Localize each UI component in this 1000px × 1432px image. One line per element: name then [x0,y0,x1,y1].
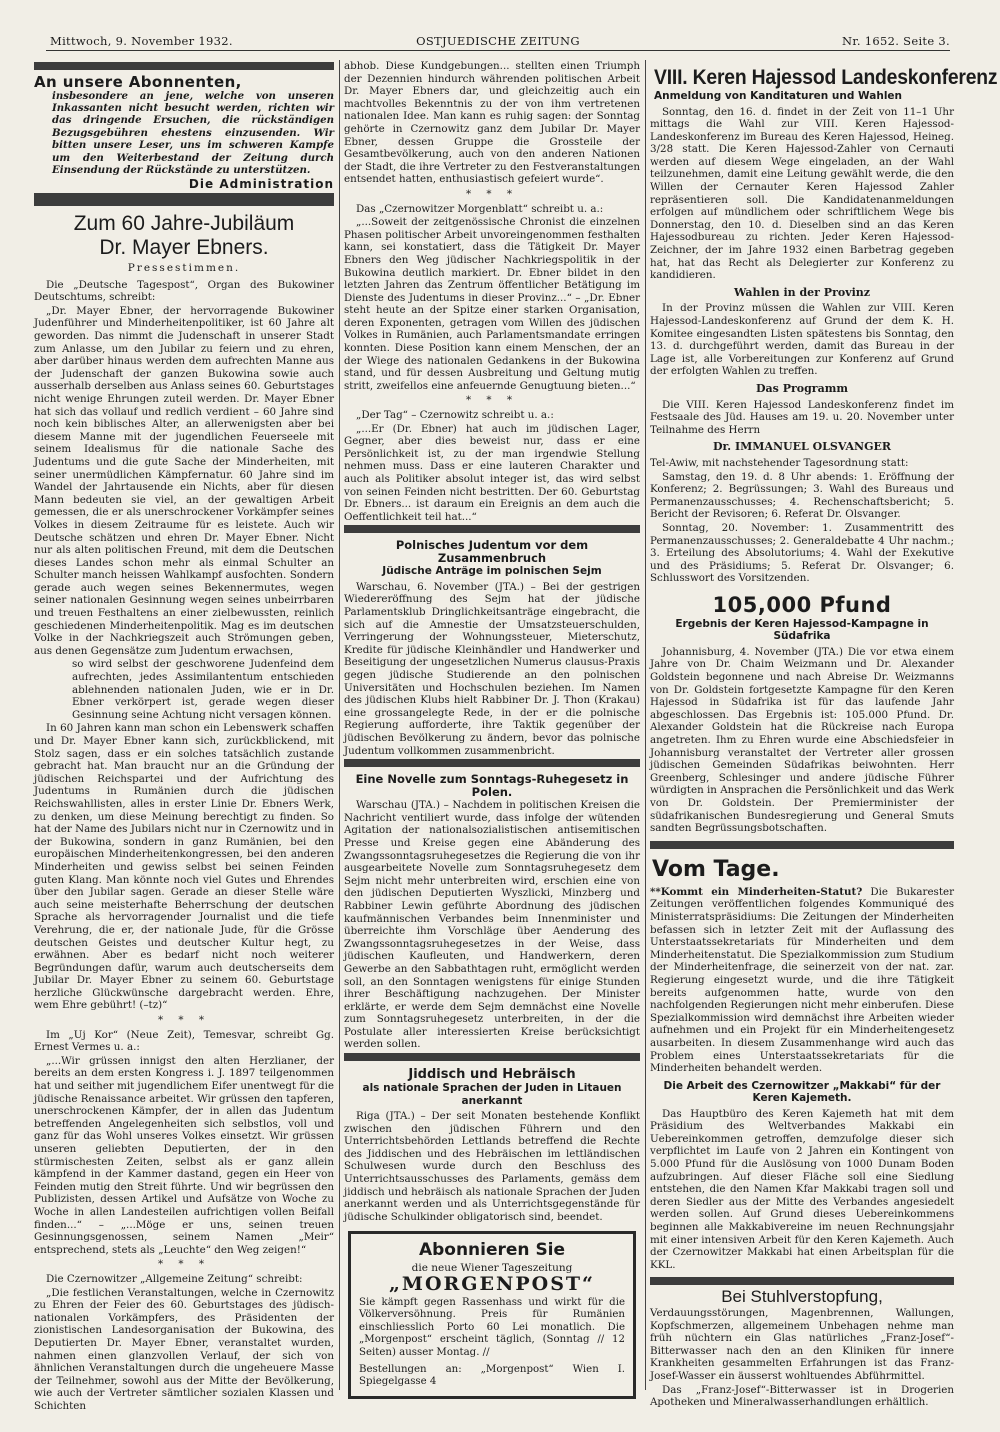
article-title-line-1: Zum 60 Jahre-Jubiläum [73,212,295,236]
news-item-heading: Die Arbeit des Czernowitzer „Makkabi“ für der Keren Kajemeth. [663,1079,941,1105]
article-heading-yiddish-hebrew: Jiddisch und Hebräisch [408,1067,576,1083]
section-separator: * * * [466,187,518,200]
paragraph: Die Czernowitzer „Allgemeine Zeitung“ schreibt: [46,1272,303,1285]
paragraph: Das Hauptbüro des Keren Kajemeth hat mit dem Präsidium des Weltverbandes Makkabi ein Uebereinkommen getroffen, demzufolge dieser sich verpflichtet im Laufe von 2 Jahren ein Kontingent von 5.000 Pfund für die Auslösung von 1000 Dunam Boden aufzubringen. Auf dieser Fläche soll eine Siedlung entstehen, die den Namen Kfar Makkabi tragen soll und deren Siedler aus der Mitte des Verbandes angesiedelt werden sollen. Auf Grund dieses Uebereinkommens beginnen alle Makkabivereine im neuen Rechnungsjahr mit einer intensiven Arbeit für den Keren Kajemeth. Auch der Czernowitzer Makkabi hat einen Arbeitsplan für die KKL. [650,1107,954,1271]
section-heading: Wahlen in der Provinz [733,285,871,299]
paragraph: Samstag, den 19. d. 8 Uhr abends: 1. Eröffnung der Konferenz; 2. Begrüssungen; 3. Wahl des Bureaus und Permanenzausschusses; 4. Rechenschaftsbericht; 5. Bericht der Revisoren; 6. Referat Dr. Olsvanger. [650,470,954,521]
article-heading-105000-pfund: 105,000 Pfund [712,592,892,617]
column-divider [645,60,646,1390]
paragraph: „...Wir grüssen innigst den alten Herzlianer, der bereits an dem ersten Kongress i. J. 1897 teilgenommen hat und seither mit jugendlichem Eifer unentwegt für die jüdische Renaissance arbeitet. Wir grüssen den tapferen, unerschrockenen Kämpfer, der in allen das Judentum betreffenden Angelegenheiten sich selbstlos, voll und ganz für das Wohl unseres Volkes einsetzt. Wir grüssen unseren geliebten Deputierten, der in den stürmischesten Zeiten, selbst als er ganz allein kämpfend in der Kammer dastand, gegen ein Heer von Feinden mutig den Streit führte. Und wir begrüssen den Publizisten, dessen Artikel und Aufsätze von Woche zu Woche in allen Landesteilen aufrichtigen vollen Beifall finden...“ – „...Möge er uns, seinen treuen Gesinnungsgenossen, seinem Namen „Meir“ entsprechend, stets als „Leuchte“ den Weg zeigen!“ [34,1054,334,1256]
ad-order-address: Bestellungen an: „Morgenpost“ Wien I. Spiegelgasse 4 [359,1363,625,1388]
ad-newspaper-name: „MORGENPOST“ [388,1273,595,1295]
ad-title: Abonnieren Sie [418,1240,566,1261]
header-date: Mittwoch, 9. November 1932. [50,34,233,48]
paragraph: Riga (JTA.) – Der seit Monaten bestehende Konflikt zwischen den jüdischen Führern und den Unterrichtsbehörden Lettlands betreffend die Rechte des Jiddischen und des Hebräischen im lettländischen Schulwesen wurde durch den Beschluss des Unterrichtsausschusses des Parlaments, gemäss dem jiddisch und hebräisch als nationale Sprachen der Juden anerkannt werden und als Unterrichtsgegenstände für jüdische Schulkinder obligatorisch sind, beendet. [344,1110,640,1223]
paragraph: Im „Uj Kor“ (Neue Zeit), Temesvar, schreibt Gg. Ernest Vermes u. a.: [34,1028,334,1054]
article-subheading: Anmeldung von Kanditaturen und Wahlen [654,90,903,102]
paragraph: „Der Tag“ – Czernowitz schreibt u. a.: [356,409,554,422]
paragraph: Sonntag, den 16. d. findet in der Zeit von 11–1 Uhr mittags die Wahl zur VIII. Keren Hajessod-Landeskonferenz im Bureau des Keren Hajessod, Heineg. 3/28 statt. Die Keren Hajessod-Zahler von Cernauti werden auf diesem Wege eingeladen, an der Wahl teilzunehmen, damit eine Leitung gewählt werde, die den Willen der Cernauter Keren Hajessod Zahler repräsentieren soll. Die Kandidatenanmeldungen erfolgen auf mündlichem oder schriftlichem Wege bis Donnerstag, den 10. d. Dieselben sind an das Keren Hajessodbureau zu richten. Jeder Keren Hajessod-Zeichner, der im Jahre 1932 einen Barbetrag gegeben hat, hat das Recht als Delegierter zur Konferenz zu kandidieren. [650,105,954,282]
header-title: OSTJUEDISCHE ZEITUNG [416,34,580,48]
ad-subtitle: die neue Wiener Tageszeitung [411,1262,573,1275]
article-subheading: Jüdische Anträge im polnischen Sejm [382,565,602,578]
paragraph: „Dr. Mayer Ebner, der hervorragende Bukowiner Judenführer und Minderheitenpolitiker, ist 60 Jahre alt geworden. Das nimmt die Judenschaft in unserer Stadt zum Anlasse, um den Jubilar zu feiern und zu ehren, aber darüber hinaus werden dem aufrechten Manne aus der Judenschaft der ganzen Bukowina sowie auch ausserhalb derselben aus Anlass seines 60. Geburtstages nicht wenige Ehrungen zuteil werden. Dr. Mayer Ebner hat sich das vollauf und redlich verdient – 60 Jahre sind noch kein biblisches Alter, an allerwenigsten aber bei diesem Manne mit der jugendlichen Feuerseele mit seinem Idealismus für die nationale Sache des Judentums und die gute Sache der Minderheiten, mit seiner unermüdlichen Kämpfernatur. 60 Jahre sind im Wandel der Jahrtausende ein Nichts, aber für diesen Mann bedeuten sie viel, an der gewaltigen Arbeit gemessen, die er als unerschrockener Vorkämpfer seines Volkes in diesem Zeitraume für es leistete. Auch wir Deutsche schätzen und ehren Dr. Mayer Ebner. Nicht nur als alten politischen Freund, mit dem die Deutschen dieses Landes schon mehr als einmal Schulter an Schulter manch heissen Wahlkampf ausfochten. Sondern gerade auch wegen seines Bekennermutes, wegen seiner nationalen Gesinnung wegen seines unbeirrbaren und treuen Festhaltens an einer zielbewussten, reinlich geschiedenen Minderheitenpolitik. Mag es im deutschen Volke in der Nachkriegszeit auch Strömungen geben, aus denen Gegensätze zum Judentum erwachsen, [34,304,334,657]
section-heading-vom-tage: Vom Tage. [652,856,780,882]
advertisement-text: Das „Franz-Josef“-Bitterwasser ist in Drogerien Apotheken und Mineralwasserhandlungen erhältlich. [650,1383,954,1409]
rule-bar [34,193,334,206]
column-1 [34,60,334,1412]
paragraph: Warschau, 6. November (JTA.) – Bei der gestrigen Wiedereröffnung des Sejm hat der jüdische Parlamentsklub Dringlichkeitsanträge eingebracht, die sich auf die Amnestie der Umsatzsteuerschulden, Verringerung der Wohnungssteuer, Mieterschutz, Kredite für jüdische Kleinhändler und Handwerker und Beseitigung der ungesetzlichen Numerus clausus-Praxis gegen jüdische Studierende an den polnischen Universitäten und Hochschulen beziehen. Im Namen des jüdischen Klubs hielt Rabbiner Dr. J. Thon (Krakau) eine grossangelegte Rede, in der er die polnische Regierung aufforderte, ihre Taktik gegenüber der jüdischen Bevölkerung zu ändern, bevor das polnische Judentum vollkommen zusammenbricht. [344,580,640,757]
paragraph: Die „Deutsche Tagespost“, Organ des Bukowiner Deutschtums, schreibt: [34,278,334,304]
speaker-name: Dr. IMMANUEL OLSVANGER [712,440,892,454]
column-2 [344,60,640,1400]
rule-bar [344,1053,640,1061]
advertisement-text: Verdauungsstörungen, Magenbrennen, Wallungen, Kopfschmerzen, allgemeinem Unbehagen nehme man früh nüchtern ein Glas natürliches „Franz-Josef“-Bitterwasser nach den an den Kliniken für innere Krankheiten gesammelten Erfahrungen ist das Franz-Josef-Wasser ein äusserst wohltuendes Abführmittel. [650,1307,954,1382]
section-separator: * * * [158,1258,210,1271]
paragraph: „...Soweit der zeitgenössische Chronist die einzelnen Phasen politischer Arbeit unvoreingenommen festhalten kann, sei konstatiert, dass die Tätigkeit Dr. Mayer Ebners den Weg jüdischer Nachkriegspolitik in der Bukowina deutlich markiert. Dr. Ebner bildet in den letzten Jahren das Zentrum öffentlicher Betätigung im Dienste des Judentums in dieser Provinz...“ – „Dr. Ebner steht heute an der Spitze einer starken Organisation, deren Exponenten, getragen vom Willen des jüdischen Volkes in Rumänien, auch Parlamentsmandate erringen konnten. Diese Position kann einem Menschen, der an der Wiege des nationalen Gedankens in der Bukowina stand, und für dessen Ausbreitung und Geltung mutig stritt, zweifellos eine anfeuernde Genugtuung bieten...“ [344,216,640,392]
news-item-text: Die Bukarester Zeitungen veröffentlichen folgendes Kommuniqué des Ministerratspräsidiums: Die Zeitungen der Minderheiten befassen sich in letzter Zeit mit der Auflassung des Unterstaatssekretariats für Minderheiten und dem Minderheitenstatut. Die Spezialkommission zum Studium der Minderheitenfrage, die seinerzeit von der nat. zar. Regierung eingesetzt wurde, und die ihre Tätigkeit bereits aufgenommen hatte, wurde von den nachfolgenden Regierungen nicht mehr einberufen. Diese Spezialkommission wird demnächst ihre Arbeiten wieder aufnehmen und ein Projekt für ein Minderheitengesetz ausarbeiten. In diesem Zusammenhange wird auch das Problem eines Unterstaatssekretariats für die Minderheiten behandelt werden. [650,885,954,1075]
paragraph: „Die festlichen Veranstaltungen, welche in Czernowitz zu Ehren der Feier des 60. Geburtstages des jüdisch-nationalen Vorkämpfers, des Präsidenten der zionistischen Landesorganisation der Bukowina, des Deputierten Dr. Mayer Ebner, veranstaltet wurden, nahmen einen glanzvollen Verlauf, der sich von ähnlichen Veranstaltungen durch die ungeheuere Masse der Teilnehmer, sowohl aus der Mitte der Bevölkerung, wie auch der Vertreter sämtlicher sozialen Klassen und Schichten [34,1286,334,1412]
article-subheading: als nationale Sprachen der Juden in Litauen anerkannt [362,1082,622,1107]
rule-bar [344,525,640,533]
subscribers-notice: insbesondere an jene, welche von unseren Inkassanten nicht besucht werden, richten wir das dringende Ersuchen, die rückständigen Bezugsgebühren ehestens einzusenden. Wir bitten unsere Leser, uns im schweren Kampfe um den Weiterbestand der Zeitung durch Einsendung der Rückstände zu unterstützen. [52,89,334,177]
section-separator: * * * [158,1014,210,1027]
article-heading-keren-hajessod: VIII. Keren Hajessod Landeskonferenz [654,66,998,89]
paragraph: Die VIII. Keren Hajessod Landeskonferenz findet im Festsaale des Jüd. Hauses am 19. u. 20. November unter Teilnahme des Herrn [650,398,954,436]
header-rule [46,50,950,51]
rule-bar [650,841,954,849]
article-title-line-2: Dr. Mayer Ebners. [99,236,269,260]
section-separator: * * * [466,394,518,407]
article-subheading: Ergebnis der Keren Hajessod-Kampagne in Südafrika [675,617,929,643]
morgenpost-advertisement [348,1231,636,1398]
subscribers-heading: An unsere Abonnenten, [34,73,242,91]
news-item-heading: **Kommt ein Minderheiten-Statut? [650,885,863,898]
press-voices-subheading: Pressestimmen. [127,262,241,275]
rule-bar [34,62,334,70]
ad-text: Sie kämpft gegen Rassenhass und wirkt für die Völkerversöhnung. Preis für Rumänien einschliesslich Porto 60 Lei monatlich. Die „Morgenpost“ erscheint täglich, (Sonntag // 12 Seiten) ausser Montag. // [359,1296,625,1358]
quoted-paragraph: so wird selbst der geschworene Judenfeind dem aufrechten, jedes Assimilantentum entschieden ablehnenden nationalen Juden, wie er in Dr. Ebner verkörpert ist, gerade wegen dieser Gesinnung seine Achtung nicht versagen können. [72,658,334,721]
column-3 [650,60,998,1409]
paragraph: In der Provinz müssen die Wahlen zur VIII. Keren Hajessod-Landeskonferenz auf Grund der dem K. H. Komitee eingesandten Listen spätestens bis Sonntag, den 13. d. durchgeführt werden, damit das Bureau in der Lage ist, alle Vorbereitungen zur Konferenz auf Grund der erfolgten Wahlen zu treffen. [650,302,954,378]
paragraph: Das „Czernowitzer Morgenblatt“ schreibt u. a.: [356,202,604,215]
section-heading: Das Programm [756,381,848,395]
paragraph: Tel-Awiw, mit nachstehender Tagesordnung statt: [650,456,909,469]
paragraph: Sonntag, 20. November: 1. Zusammentritt des Permanenzausschusses; 2. Generaldebatte 4 Uhr nachm.; 3. Erteilung des Absolutoriums; 4. Wahl der Exekutive und des Präsidiums; 5. Referat Dr. Olsvanger; 6. Schlusswort des Vorsitzenden. [650,521,954,585]
page-header [46,30,950,52]
paragraph: In 60 Jahren kann man schon ein Lebenswerk schaffen und Dr. Mayer Ebner kann sich, zurückblickend, mit Stolz sagen, dass er ein solches tatsächlich zustande gebracht hat. Man braucht nur an die Gründung der jüdischen Reichspartei und der Aufrichtung des Judentums in Rumänien durch die jüdischen Reichswahllisten, alles in erster Linie Dr. Ebners Werk, zu denken, um diese Meinung berechtigt zu finden. So hat der Name des Jubilars nicht nur in Czernowitz und in der Bukowina, sondern in ganz Rumänien, bei den europäischen Minderheitenkongressen, bei den anderen Minderheiten und gewiss selbst bei seinen Feinden guten Klang. Man könnte noch viel Gutes und Ehrendes über den Jubilar sagen. Gerade an dieser Stelle wäre auch seine meisterhafte Beherrschung der deutschen Sprache als hervorragender Journalist und die tiefe Verehrung, die er, der nationale Jude, für die Grösse deutschen Geistes und deutscher Kultur hegt, zu erwähnen. Aber es bedarf nicht noch weiterer Begründungen dafür, warum auch deutscherseits dem Jubilar Dr. Mayer Ebner zu seinem 60. Geburtstage herzliche Glückwünsche dargebracht werden. Ehre, wem Ehre gebührt! (–tz)“ [34,722,334,1012]
article-heading-polish-jewry: Polnisches Judentum vor dem Zusammenbruch [395,538,589,566]
article-heading-sunday-law: Eine Novelle zum Sonntags-Ruhegesetz in Polen. [355,772,629,800]
paragraph: Johannisburg, 4. November (JTA.) Die vor etwa einem Jahre von Dr. Chaim Weizmann und Dr. Alexander Goldstein begonnene und nach Abreise Dr. Weizmanns von Dr. Goldstein fortgesetzte Kampagne für den Keren Hajessod in Südafrika ist für das laufende Jahr abgeschlossen. Das Ergebnis ist: 105.000 Pfund. Dr. Alexander Goldstein hat die Rückreise nach Europa angetreten. Ihm zu Ehren wurde eine Abschiedsfeier in Johannisburg veranstaltet der Vertreter aller grossen jüdischen Gemeinden Südafrikas beiwohnten. Herr Greenberg, Schlesinger und andere jüdische Führer würdigten in Ansprachen die Persönlichkeit und das Werk von Dr. Goldstein. Der Premierminister der südafrikanischen Bundesregierung und General Smuts sandten Begrüssungsbotschaften. [650,645,954,835]
rule-bar [344,759,640,767]
paragraph: Warschau (JTA.) – Nachdem in politischen Kreisen die Nachricht ventiliert wurde, dass infolge der wütenden Agitation der nationalsozialistischen antisemitischen Presse und Kreise gegen eine Abänderung des Zwangssonntagsruhegesetzes die Regierung die von ihr ausgearbeitete Novelle zum Sonntagsruhegesetz dem Sejm nicht mehr unterbreiten wird, erschien eine von den jüdischen Deputierten Wyszlicki, Minzberg und Rabbiner Lewin geführte Abordnung des jüdischen kaufmännischen Verbandes beim Innenminister und überreichte ihm Vorschläge über Aenderung des Zwangssonntagsruhegesetzes in der Weise, dass jüdischen Kaufleuten, und Handwerkern, deren Gewerbe an den Sabbathtagen ruht, ermöglicht werden soll, an den Sonntagen wenigstens für einige Stunden ihrer Beschäftigung nachzugehen. Der Minister erklärte, er werde dem Sejm demnächst eine Novelle zum Sonntagsruhegesetz unterbreiten, in der die Postulate aller interessierten Kreise berücksichtigt werden sollen. [344,799,640,1051]
header-page-number: Nr. 1652. Seite 3. [841,34,950,48]
column-divider [339,60,340,1390]
paragraph: „...Er (Dr. Ebner) hat auch im jüdischen Lager, Gegner, aber dies beweist nur, dass er eine Persönlichkeit ist, zu der man irgendwie Stellung nehmen muss. Dass er eine lauteren Charakter und auch als Politiker absolut integer ist, das wird selbst von seinen Feinden nicht bestritten. Der 60. Geburtstag Dr. Ebners... ist daraum ein Ereignis an dem auch die Oeffentlichkeit teil hat...“ [344,422,640,523]
advertisement-heading: Bei Stuhlverstopfung, [721,1287,883,1307]
administration-signature: Die Administration [188,177,334,192]
paragraph: abhob. Diese Kundgebungen... stellten einen Triumph der Dezennien hindurch währenden politischen Arbeit Dr. Mayer Ebners dar, und gleichzeitig auch ein machtvolles Bekenntnis zu der von ihm vertretenen nationalen Idee. Man kann es ruhig sagen: der Sonntag gehörte in Czernowitz ganz dem Jubilar Dr. Mayer Ebner, dessen Gruppe die Grossteile der Gesamtbevölkerung, auch von den anderen Nationen der Stadt, die ihre Vertreter zu den Festveranstaltungen entsendet hatten, enthusiastisch gefeiert wurde“. [344,60,640,186]
rule-bar [650,1277,954,1285]
